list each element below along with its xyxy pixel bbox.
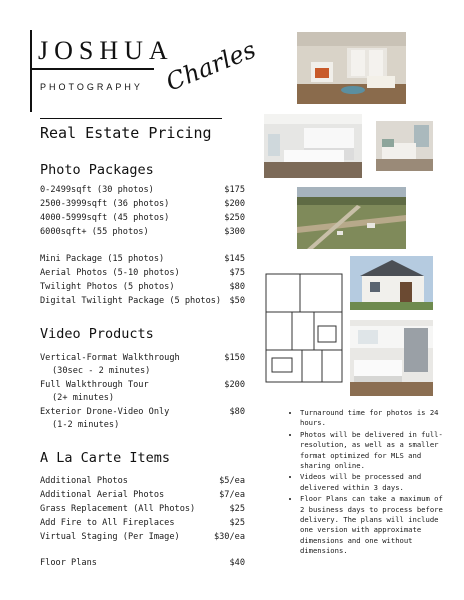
- price-row: [40, 489, 245, 502]
- price-row: [40, 379, 245, 392]
- price-value: $175: [224, 185, 245, 195]
- price-label: Floor Plans: [40, 558, 97, 568]
- price-value: $75: [229, 268, 245, 278]
- logo-name: JOSHUA: [38, 36, 174, 65]
- price-label: Mini Package (15 photos): [40, 254, 165, 264]
- price-row: [40, 557, 245, 570]
- photo-packages-heading: Photo Packages: [40, 162, 154, 178]
- price-value: $80: [229, 282, 245, 292]
- kitchen-photo-2: [350, 320, 433, 396]
- price-value: $300: [224, 227, 245, 237]
- living-room-photo: [297, 32, 406, 104]
- logo-divider-vertical: [30, 30, 32, 112]
- price-label: Add Fire to All Fireplaces: [40, 518, 175, 528]
- price-value: $30/ea: [213, 532, 245, 542]
- price-value: $145: [224, 254, 245, 264]
- price-value: $25: [229, 518, 245, 528]
- price-value: $7/ea: [219, 490, 245, 500]
- price-row: [40, 531, 245, 544]
- logo-divider-horizontal: [30, 68, 154, 70]
- price-row: [40, 281, 245, 294]
- house-exterior-photo: [350, 256, 433, 310]
- price-label: Virtual Staging (Per Image): [40, 532, 180, 542]
- price-value: $200: [224, 199, 245, 209]
- price-row: [40, 198, 245, 211]
- price-label: Vertical-Format Walkthrough: [40, 353, 180, 363]
- bedroom-photo: [376, 121, 433, 171]
- price-sublabel: (1-2 minutes): [52, 420, 120, 430]
- price-label: Digital Twilight Package (5 photos): [40, 296, 222, 306]
- price-row: [40, 267, 245, 280]
- price-value: $150: [224, 353, 245, 363]
- price-value: $80: [229, 407, 245, 417]
- price-row: [40, 253, 245, 266]
- video-products-heading: Video Products: [40, 326, 154, 342]
- price-value: $250: [224, 213, 245, 223]
- note-item: • Videos will be processed and delivered within 3 days.: [300, 472, 448, 493]
- price-row: [40, 226, 245, 239]
- price-value: $50: [229, 296, 245, 306]
- price-row: [40, 406, 245, 419]
- price-row: [40, 212, 245, 225]
- logo-script: Charles: [162, 35, 260, 97]
- floor-plan-image: [262, 270, 346, 390]
- price-value: $40: [229, 558, 245, 568]
- logo-subtitle: PHOTOGRAPHY: [40, 82, 143, 92]
- price-row: [40, 475, 245, 488]
- price-label: Twilight Photos (5 photos): [40, 282, 175, 292]
- price-label: 2500-3999sqft (36 photos): [40, 199, 170, 209]
- price-row: [40, 517, 245, 530]
- price-label: Full Walkthrough Tour: [40, 380, 149, 390]
- price-label: Aerial Photos (5-10 photos): [40, 268, 180, 278]
- price-label: 6000sqft+ (55 photos): [40, 227, 149, 237]
- price-value: $200: [224, 380, 245, 390]
- price-row: [40, 503, 245, 516]
- page-title: Real Estate Pricing: [40, 124, 212, 142]
- price-label: Additional Photos: [40, 476, 128, 486]
- title-rule: [40, 118, 222, 119]
- price-sublabel: (30sec - 2 minutes): [52, 366, 151, 376]
- price-label: 4000-5999sqft (45 photos): [40, 213, 170, 223]
- price-label: Grass Replacement (All Photos): [40, 504, 196, 514]
- price-row: [40, 352, 245, 365]
- price-label: 0-2499sqft (30 photos): [40, 185, 154, 195]
- price-row: [40, 184, 245, 197]
- price-label: Exterior Drone-Video Only: [40, 407, 170, 417]
- price-value: $25: [229, 504, 245, 514]
- note-item: • Photos will be delivered in full-resolution, as well as a smaller format optimized for MLS and sharing online.: [300, 430, 448, 472]
- price-sublabel: (2+ minutes): [52, 393, 115, 403]
- note-item: • Turnaround time for photos is 24 hours.: [300, 408, 448, 429]
- price-row: [40, 295, 245, 308]
- price-label: Additional Aerial Photos: [40, 490, 165, 500]
- a-la-carte-heading: A La Carte Items: [40, 450, 171, 466]
- kitchen-photo: [264, 114, 362, 178]
- price-value: $5/ea: [219, 476, 245, 486]
- notes-list: [290, 408, 448, 558]
- note-item: • Floor Plans can take a maximum of 2 business days to process before delivery. The plans will include one version with approximate dimensions and one without dimensions.: [300, 494, 448, 556]
- aerial-photo: [297, 187, 406, 249]
